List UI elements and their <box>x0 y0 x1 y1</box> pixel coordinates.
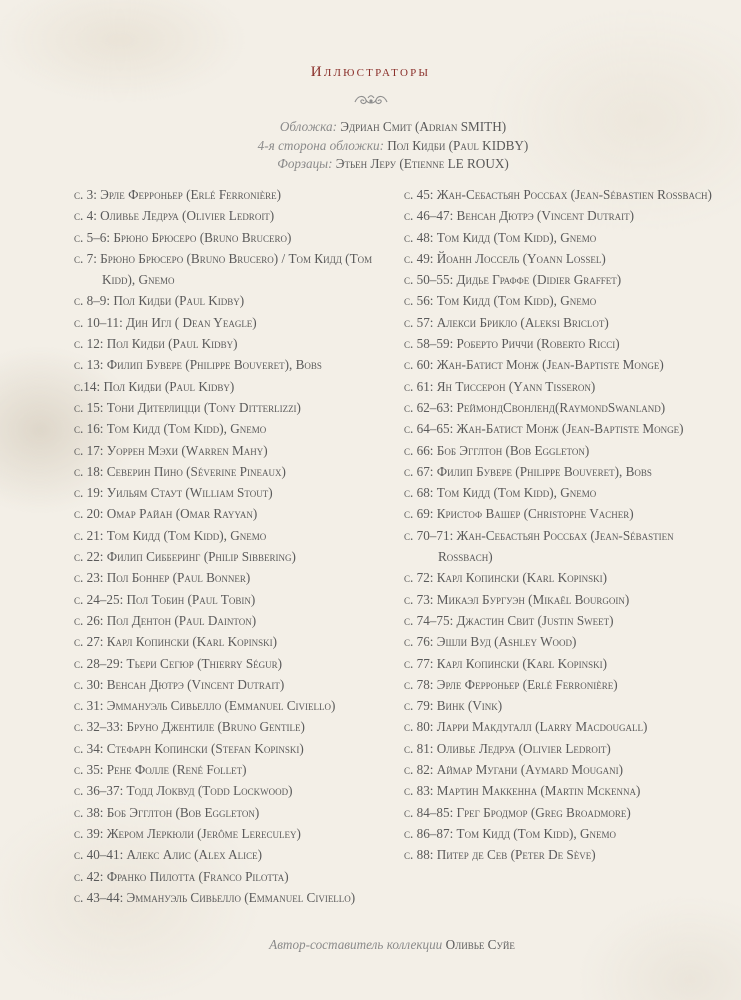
list-item: с. 82: Аймар Мугани (Aymard Mougani) <box>404 762 624 778</box>
list-item: с. 26: Пол Дентон (Paul Dainton) <box>74 612 257 628</box>
list-item: с. 76: Эшли Вуд (Ashley Wood) <box>404 634 577 650</box>
list-item: с. 69: Кристоф Вашер (Christophe Vacher) <box>404 506 634 522</box>
list-item: с. 83: Мартин Маккенна (Martin Mckenna) <box>404 783 641 799</box>
list-item: с. 86–87: Том Кидд (Tom Kidd), Gnemo <box>404 825 617 841</box>
list-item: с. 16: Том Кидд (Tom Kidd), Gnemo <box>74 421 267 437</box>
list-item: с. 84–85: Грег Бродмор (Greg Broadmore) <box>404 804 631 820</box>
list-item: с. 40–41: Алекс Алис (Alex Alice) <box>74 847 263 863</box>
list-item: с. 39: Жером Леркюли (Jerôme Lereculey) <box>74 825 301 841</box>
credit-role: 4-я сторона обложки: <box>257 137 384 153</box>
list-item: с. 73: Микаэл Бургуэн (Mikaël Bourgoin) <box>404 591 630 607</box>
list-item: с. 3: Эрле Ферроньер (Erlé Ferronière) <box>74 187 282 202</box>
list-item: с. 22: Филип Сибберинг (Philip Sibbering) <box>74 549 296 565</box>
list-item: с. 43–44: Эммануэль Сивьелло (Emmanuel Civiello) <box>74 889 356 905</box>
list-item: с. 58–59: Роберто Риччи (Roberto Ricci) <box>404 336 620 352</box>
list-item: с. 10–11: Дин Игл ( Dean Yeagle) <box>74 314 257 330</box>
list-item: с. 81: Оливье Ледруа (Olivier Ledroit) <box>404 740 611 756</box>
list-item: с. 27: Карл Копински (Karl Kopinski) <box>74 634 277 650</box>
list-item: с. 13: Филип Бувере (Philippe Bouveret), Bobs <box>74 357 322 373</box>
list-item: с. 49: Йоанн Лоссель (Yoann Lossel) <box>404 250 606 266</box>
credit-name: Этьен Леру (Etienne LE ROUX) <box>335 156 509 172</box>
illustrators-right-column <box>404 184 724 866</box>
list-item: с. 20: Омар Райан (Omar Rayyan) <box>74 506 258 522</box>
credit-back-cover <box>0 137 741 156</box>
list-item: с. 46–47: Венсан Дютрэ (Vincent Dutrait) <box>404 208 635 224</box>
ornament-icon <box>353 93 389 107</box>
credit-role: Обложка: <box>279 119 337 134</box>
list-item: с. 64–65: Жан-Батист Монж (Jean-Baptiste Monge) <box>404 421 684 437</box>
list-item: с. 66: Боб Эгглтон (Bob Eggleton) <box>404 442 590 458</box>
list-item: с. 88: Питер де Сев (Peter De Sève) <box>404 847 596 863</box>
list-item: с. 36–37: Тодд Локвуд (Todd Lockwood) <box>74 783 293 799</box>
credit-cover <box>0 118 741 137</box>
list-item: с. 78: Эрле Ферроньер (Erlé Ferronière) <box>404 676 618 692</box>
list-item: с. 5–6: Брюно Брюсеро (Bruno Brucero) <box>74 229 292 245</box>
credit-name: Пол Кидби (Paul KIDBY) <box>387 137 529 153</box>
list-item: с. 68: Том Кидд (Tom Kidd), Gnemo <box>404 485 597 501</box>
list-item: с. 7: Брюно Брюсеро (Bruno Brucero) / Том Кидд (Tom Kidd), Gnemo <box>74 250 373 288</box>
list-item: с. 4: Оливье Ледруа (Olivier Ledroit) <box>74 208 275 224</box>
list-item: с. 74–75: Джастин Свит (Justin Sweet) <box>404 612 614 628</box>
credit-role: Форзацы: <box>277 156 333 172</box>
list-item: с. 17: Уоррен Мэхи (Warren Mahy) <box>74 442 268 458</box>
list-item: с. 30: Венсан Дютрэ (Vincent Dutrait) <box>74 676 285 692</box>
page-title: Иллюстраторы <box>310 64 431 80</box>
list-item: с. 23: Пол Боннер (Paul Bonner) <box>74 570 251 586</box>
list-item: с. 21: Том Кидд (Tom Kidd), Gnemo <box>74 527 267 543</box>
list-item: с. 62–63: РеймондСвонленд(RaymondSwanland) <box>404 399 666 415</box>
list-item: с. 72: Карл Копински (Karl Kopinski) <box>404 570 607 586</box>
compiler-name: Оливье Суйе <box>445 937 515 952</box>
illustrators-left-column <box>74 184 394 908</box>
list-item: с. 77: Карл Копински (Karl Kopinski) <box>404 655 607 671</box>
list-item: с.14: Пол Кидби (Paul Kidby) <box>74 378 235 394</box>
list-item: с. 35: Рене Фолле (René Follet) <box>74 762 247 778</box>
credit-endpapers <box>0 155 741 174</box>
list-item: с. 38: Боб Эгглтон (Bob Eggleton) <box>74 804 260 820</box>
list-item: с. 56: Том Кидд (Tom Kidd), Gnemo <box>404 293 597 309</box>
list-item: с. 80: Ларри Макдугалл (Larry Macdougall) <box>404 719 648 735</box>
list-item: с. 45: Жан-Себастьян Россбах (Jean-Sébastien Rossbach) <box>404 187 712 202</box>
cover-credits <box>0 118 741 174</box>
list-item: с. 50–55: Дидье Граффе (Didier Graffet) <box>404 272 622 288</box>
list-item: с. 34: Стефарн Копински (Stefan Kopinski) <box>74 740 304 756</box>
list-item: с. 12: Пол Кидби (Paul Kidby) <box>74 336 238 352</box>
list-item: с. 24–25: Пол Тобин (Paul Tobin) <box>74 591 256 607</box>
credit-name: Эдриан Смит (Adrian SMITH) <box>340 119 507 134</box>
list-item: с. 79: Винк (Vink) <box>404 698 503 714</box>
list-item: с. 18: Северин Пино (Séverine Pineaux) <box>74 463 286 479</box>
list-item: с. 67: Филип Бувере (Philippe Bouveret), Bobs <box>404 463 652 479</box>
list-item: с. 70–71: Жан-Себастьян Россбах (Jean-Sébastien Rossbach) <box>404 527 674 565</box>
list-item: с. 60: Жан-Батист Монж (Jean-Baptiste Monge) <box>404 357 664 373</box>
list-item: с. 19: Уильям Стаут (William Stout) <box>74 485 273 501</box>
list-item: с. 15: Тони Дитерлицци (Tony Ditterlizzi) <box>74 399 301 415</box>
list-item: с. 61: Ян Тиссерон (Yann Tisseron) <box>404 378 596 394</box>
list-item: с. 48: Том Кидд (Tom Kidd), Gnemo <box>404 229 597 245</box>
list-item: с. 32–33: Бруно Джентиле (Bruno Gentile) <box>74 719 305 735</box>
list-item: с. 42: Франко Пилотта (Franco Pilotta) <box>74 868 289 884</box>
compiler-role: Автор-составитель коллекции <box>269 937 443 952</box>
list-item: с. 8–9: Пол Кидби (Paul Kidby) <box>74 293 245 309</box>
list-item: с. 31: Эммануэль Сивьелло (Emmanuel Civiello) <box>74 698 336 714</box>
compiler-credit <box>0 937 741 953</box>
list-item: с. 28–29: Тьери Сегюр (Thierry Ségur) <box>74 655 283 671</box>
list-item: с. 57: Алекси Брикло (Aleksi Briclot) <box>404 314 609 330</box>
